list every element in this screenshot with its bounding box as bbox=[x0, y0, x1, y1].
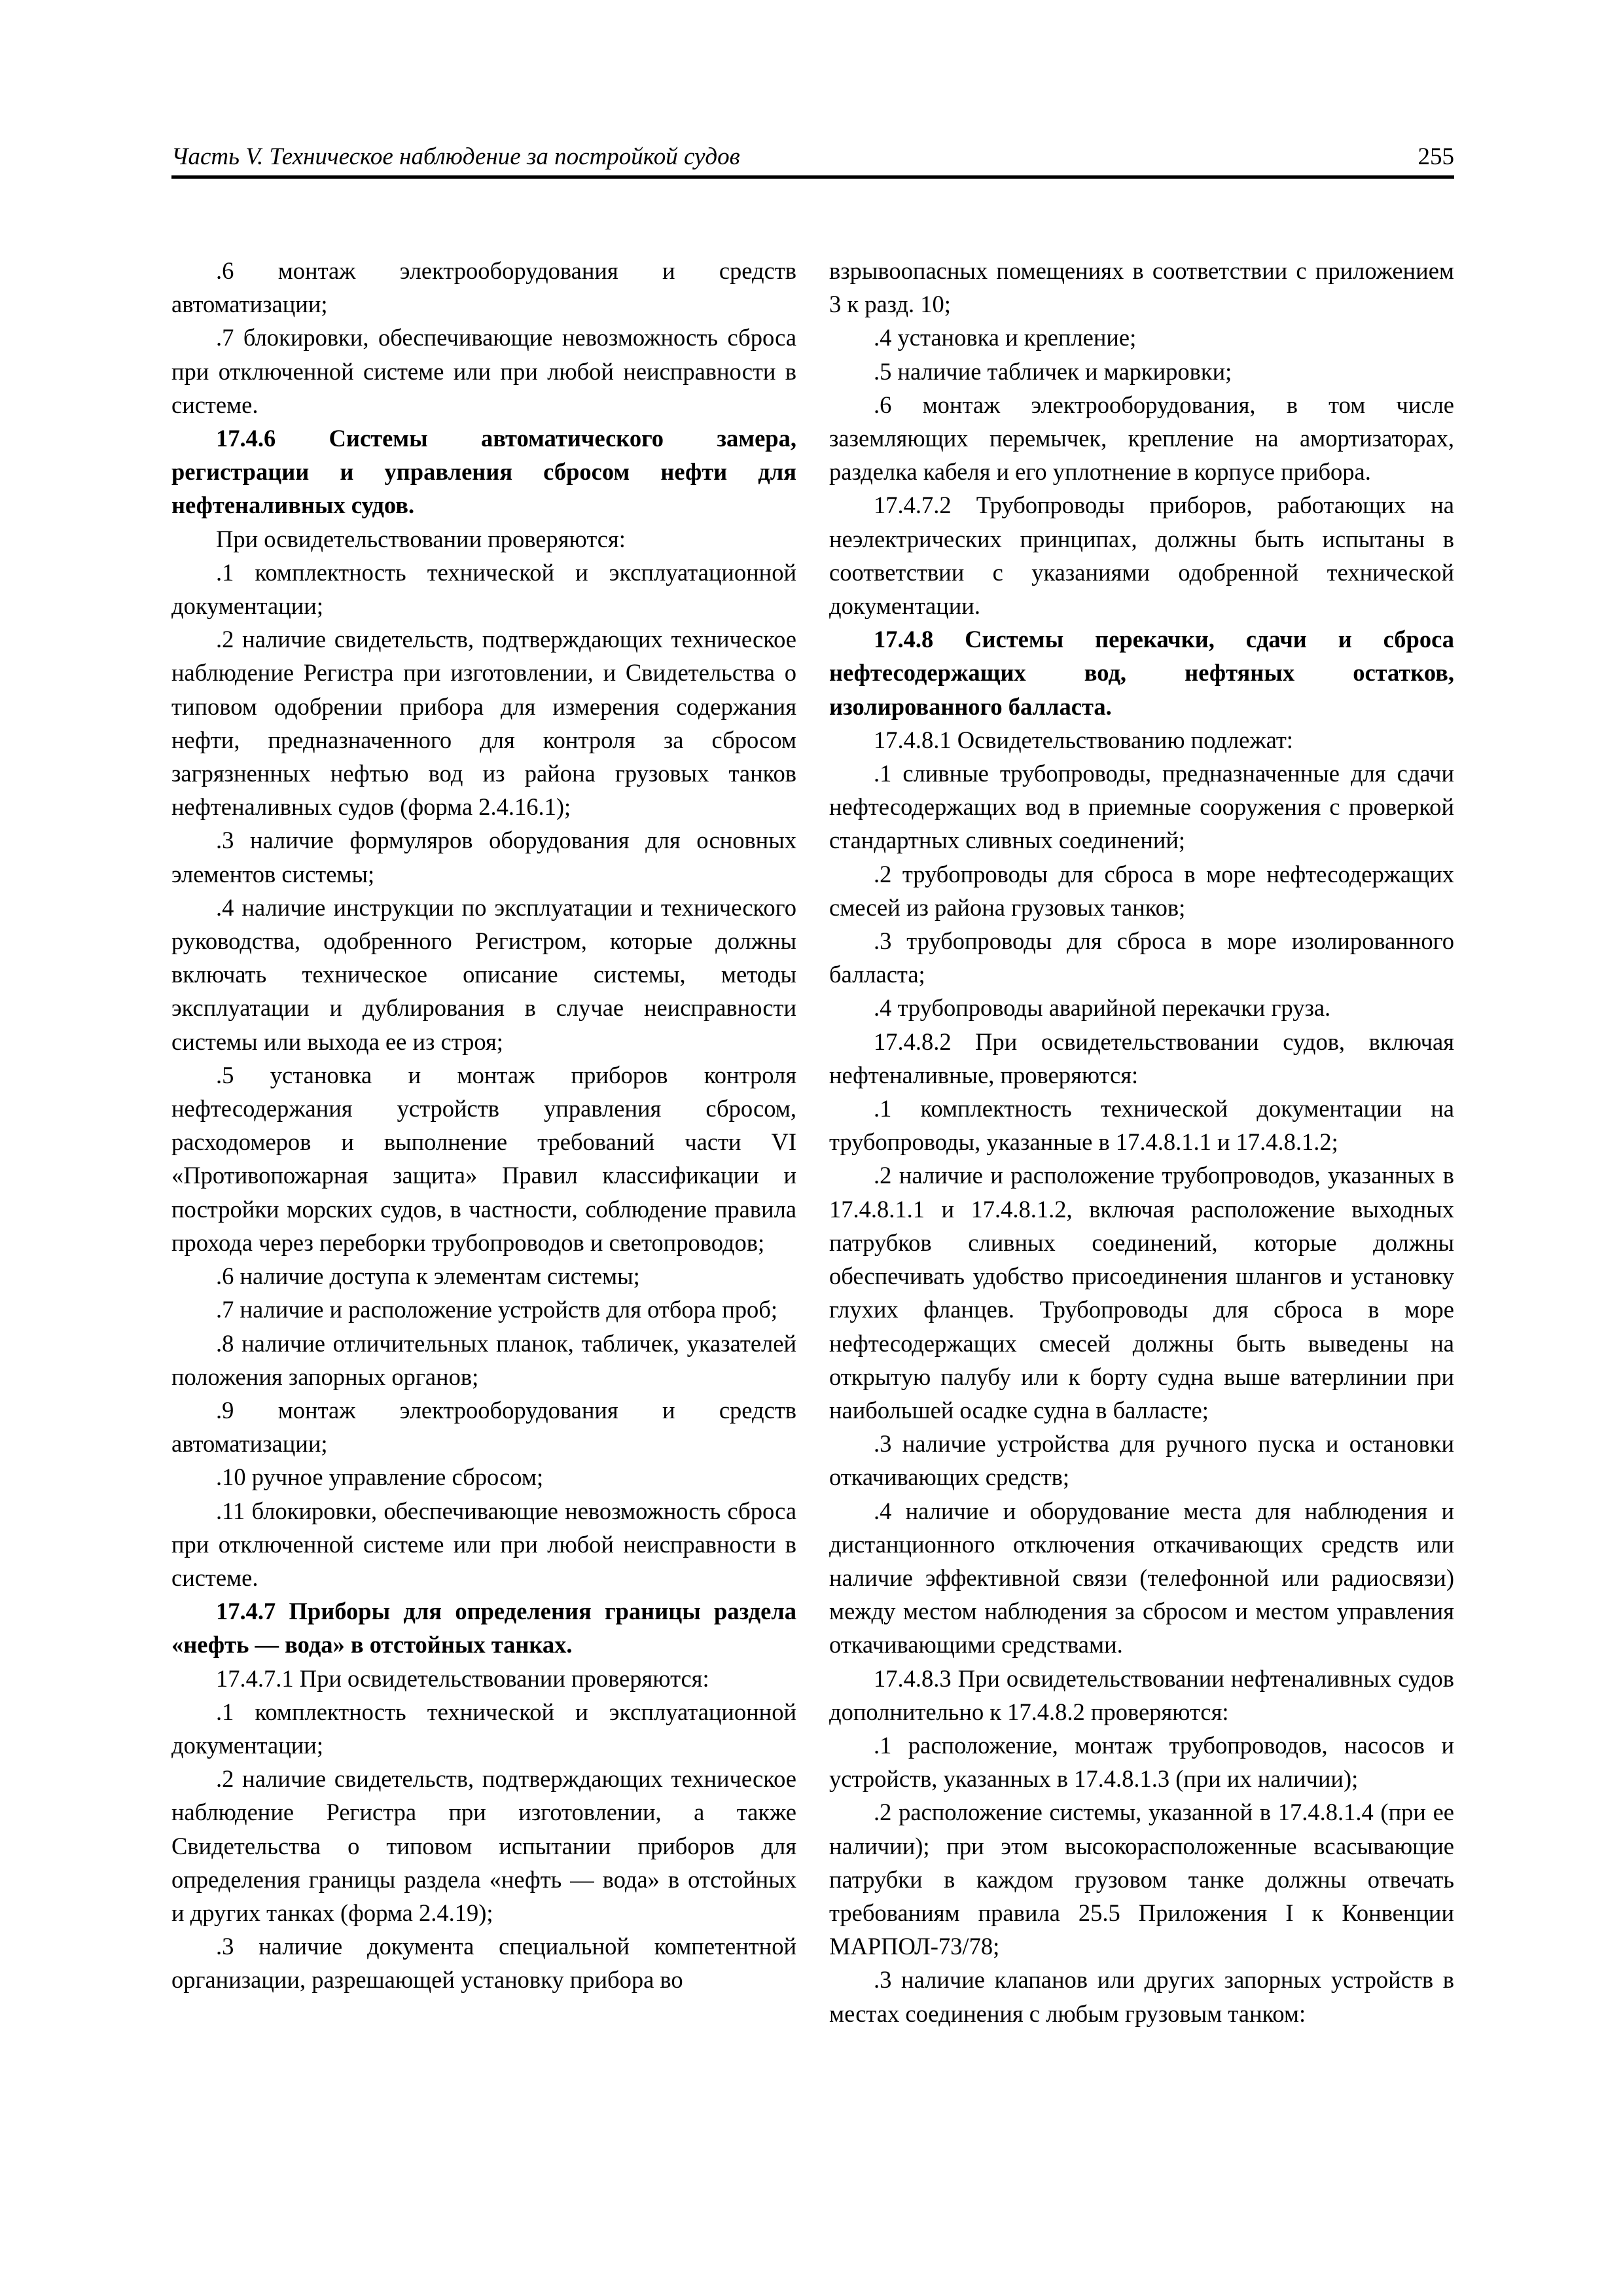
paragraph: 17.4.8.1 Освидетельствованию подлежат: bbox=[874, 726, 1293, 753]
right-column bbox=[829, 254, 1454, 2030]
section-title: Системы перекачки, сдачи и сброса нефтесодержащих вод, нефтяных остатков, изолированного балласта. bbox=[829, 626, 1454, 720]
section-number: 17.4.8 bbox=[874, 626, 934, 653]
left-column bbox=[171, 254, 796, 1997]
paragraph: взрывоопасных помещениях в соответствии с приложением 3 к разд. 10; bbox=[829, 257, 1454, 318]
paragraph: .4 трубопроводы аварийной перекачки груза. bbox=[874, 994, 1331, 1022]
paragraph: .3 наличие устройства для ручного пуска и остановки откачивающих средств; bbox=[829, 1430, 1454, 1491]
paragraph: .3 трубопроводы для сброса в море изолированного балласта; bbox=[829, 927, 1454, 988]
section-heading bbox=[829, 622, 1454, 723]
paragraph: .2 наличие свидетельств, подтверждающих техническое наблюдение Регистра при изготовлении, а также Свидетельства о типовом испытании приборов для определения границы раздела «нефть — вода» в отстойных и других танках (форма 2.4.19); bbox=[171, 1765, 796, 1926]
paragraph: .4 наличие инструкции по эксплуатации и технического руководства, одобренного Регистром, которые должны включать техническое описание системы, методы эксплуатации и дублирования в случае неисправности системы или выхода ее из строя; bbox=[171, 893, 796, 1055]
paragraph: .6 монтаж электрооборудования, в том числе заземляющих перемычек, крепление на амортизаторах, разделка кабеля и его уплотнение в корпусе прибора. bbox=[829, 391, 1454, 486]
paragraph: .2 наличие свидетельств, подтверждающих техническое наблюдение Регистра при изготовлении, и Свидетельства о типовом одобрении прибора для измерения содержания нефти, предназначенного для контроля за сбросом загрязненных нефтью вод из района грузовых танков нефтеналивных судов (форма 2.4.16.1); bbox=[171, 626, 796, 821]
paragraph: .1 комплектность технической документации на трубопроводы, указанные в 17.4.8.1.1 и 17.4.8.1.2; bbox=[829, 1095, 1454, 1156]
paragraph: .3 наличие клапанов или других запорных устройств в местах соединения с любым грузовым танком: bbox=[829, 1966, 1454, 2027]
paragraph: .7 наличие и расположение устройств для отбора проб; bbox=[216, 1296, 777, 1323]
paragraph: .5 установка и монтаж приборов контроля нефтесодержания устройств управления сбросом, расходомеров и выполнение требований части VI «Противопожарная защита» Правил классификации и постройки морских судов, в частности, соблюдение правила прохода через переборки трубопроводов и светопроводов; bbox=[171, 1061, 796, 1256]
paragraph: .8 наличие отличительных планок, табличек, указателей положения запорных органов; bbox=[171, 1329, 796, 1390]
section-heading bbox=[171, 1594, 796, 1661]
paragraph: .10 ручное управление сбросом; bbox=[216, 1463, 544, 1491]
section-title: Приборы для определения границы раздела «нефть — вода» в отстойных танках. bbox=[171, 1598, 796, 1659]
page-number: 255 bbox=[1418, 143, 1454, 170]
paragraph: При освидетельствовании проверяются: bbox=[216, 525, 626, 552]
section-number: 17.4.6 bbox=[216, 425, 276, 452]
paragraph: 17.4.7.2 Трубопроводы приборов, работающих на неэлектрических принципах, должны быть испытаны в соответствии с указаниями одобренной технической документации. bbox=[829, 492, 1454, 620]
paragraph: .9 монтаж электрооборудования и средств автоматизации; bbox=[171, 1396, 796, 1458]
paragraph: .3 наличие формуляров оборудования для основных элементов системы; bbox=[171, 827, 796, 888]
paragraph: 17.4.7.1 При освидетельствовании проверяются: bbox=[216, 1664, 709, 1692]
paragraph: .5 наличие табличек и маркировки; bbox=[874, 357, 1232, 385]
paragraph: .1 расположение, монтаж трубопроводов, насосов и устройств, указанных в 17.4.8.1.3 (при их наличии); bbox=[829, 1731, 1454, 1793]
section-number: 17.4.7 bbox=[216, 1598, 276, 1625]
paragraph: .1 комплектность технической и эксплуатационной документации; bbox=[171, 558, 796, 620]
header-rule bbox=[171, 175, 1454, 179]
paragraph: .2 наличие и расположение трубопроводов, указанных в 17.4.8.1.1 и 17.4.8.1.2, включая расположение выходных патрубков сливных соединений, которые должны обеспечивать удобство присоединения шлангов и установку глухих фланцев. Трубопроводы для сброса в море нефтесодержащих смесей должны быть выведены на открытую палубу или к борту судна выше ватерлинии при наибольшей осадке судна в балласте; bbox=[829, 1162, 1454, 1424]
section-heading bbox=[171, 422, 796, 522]
paragraph: .1 комплектность технической и эксплуатационной документации; bbox=[171, 1698, 796, 1759]
paragraph: .1 сливные трубопроводы, предназначенные для сдачи нефтесодержащих вод в приемные сооружения с проверкой стандартных сливных соединений; bbox=[829, 760, 1454, 854]
section-title: Системы автоматического замера, регистрации и управления сбросом нефти для нефтеналивных судов. bbox=[171, 425, 796, 519]
paragraph: .3 наличие документа специальной компетентной организации, разрешающей установку прибора во bbox=[171, 1933, 796, 1994]
paragraph: .4 наличие и оборудование места для наблюдения и дистанционного отключения откачивающих средств или наличие эффективной связи (телефонной или радиосвязи) между местом наблюдения за сбросом и местом управления откачивающими средствами. bbox=[829, 1497, 1454, 1659]
paragraph: .4 установка и крепление; bbox=[874, 324, 1137, 351]
paragraph: .11 блокировки, обеспечивающие невозможность сброса при отключенной системе или при любой неисправности в системе. bbox=[171, 1497, 796, 1591]
paragraph: .7 блокировки, обеспечивающие невозможность сброса при отключенной системе или при любой неисправности в системе. bbox=[171, 324, 796, 418]
header-title: Часть V. Техническое наблюдение за постройкой судов bbox=[171, 143, 740, 170]
paragraph: .6 наличие доступа к элементам системы; bbox=[216, 1263, 640, 1290]
paragraph: .2 расположение системы, указанной в 17.4.8.1.4 (при ее наличии); при этом высокорасположенные всасывающие патрубки в каждом грузовом танке должны отвечать требованиям правила 25.5 Приложения I к Конвенции МАРПОЛ-73/78; bbox=[829, 1799, 1454, 1960]
paragraph: 17.4.8.2 При освидетельствовании судов, включая нефтеналивные, проверяются: bbox=[829, 1028, 1454, 1088]
paragraph: .2 трубопроводы для сброса в море нефтесодержащих смесей из района грузовых танков; bbox=[829, 860, 1454, 921]
paragraph: .6 монтаж электрооборудования и средств автоматизации; bbox=[171, 257, 796, 318]
paragraph: 17.4.8.3 При освидетельствовании нефтеналивных судов дополнительно к 17.4.8.2 проверяются: bbox=[829, 1664, 1454, 1725]
